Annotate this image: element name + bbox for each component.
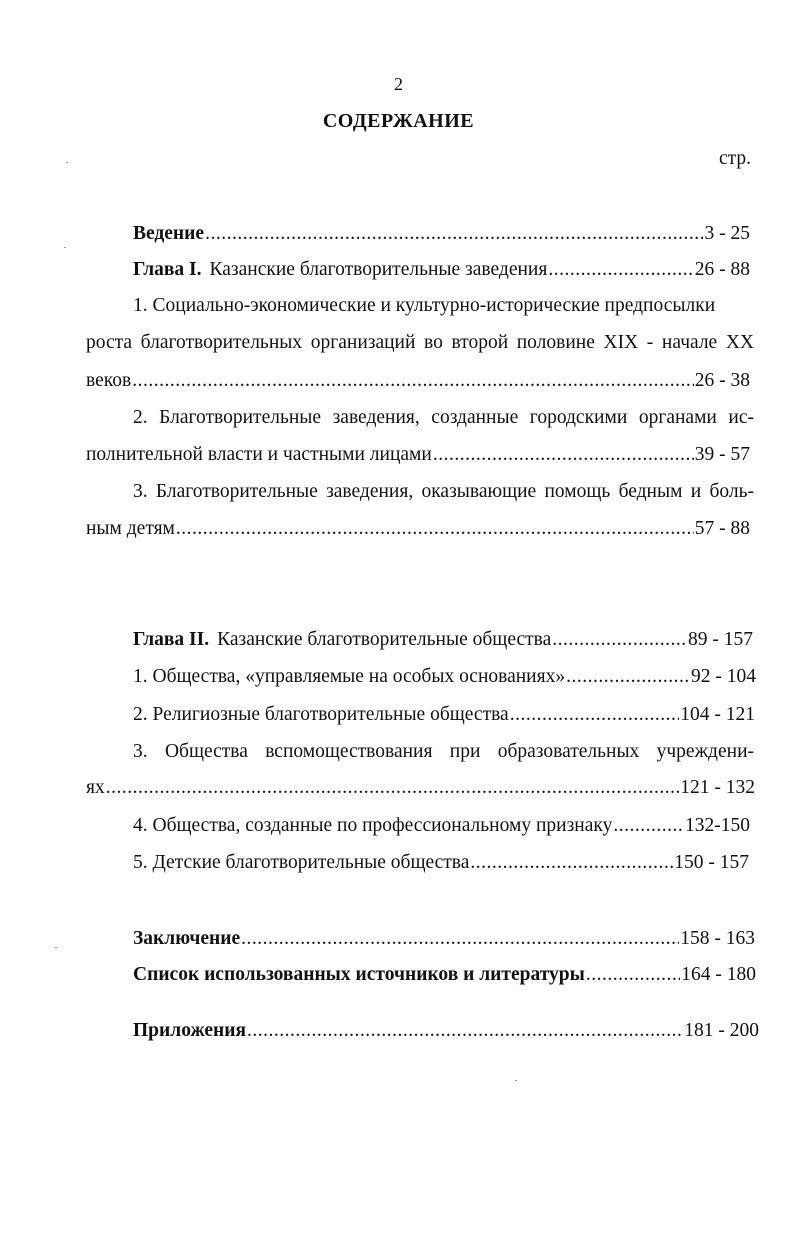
toc-entry-ch2-s4 [133,814,750,838]
toc-leader [247,1019,683,1043]
toc-pages: 150 - 157 [674,852,749,873]
toc-leader [176,517,694,541]
toc-entry-intro [133,222,750,246]
toc-leader [552,628,687,652]
toc-title: Казанские благотворительные заведения [209,259,548,280]
toc-pages: 57 - 88 [694,518,750,539]
toc-pages: 92 - 104 [691,666,756,687]
toc-label: 4. Общества, созданные по профессиональному признаку [133,815,613,836]
scan-speck [515,1080,517,1081]
toc-label: ным детям [86,518,175,539]
toc-entry-chapter1 [133,258,750,282]
toc-label: Заключение [133,928,241,949]
toc-leader [613,814,684,838]
toc-entry-ch2-s3 [86,776,755,800]
toc-entry-chapter2 [133,628,753,652]
toc-label: Приложения [133,1020,247,1041]
toc-label: 2. Религиозные благотворительные общества [133,704,509,725]
toc-pages: 164 - 180 [681,964,756,985]
toc-entry-appendix [133,1019,759,1043]
toc-entry-ch2-s2 [133,703,755,727]
toc-entry-ch1-s1 [86,369,750,393]
toc-title: Казанские благотворительные общества [217,629,552,650]
toc-pages: 26 - 88 [694,259,750,280]
toc-entry-ch2-s1 [133,665,756,689]
toc-label: Список использованных источников и литературы [133,964,585,985]
toc-ch2-s3-line1: 3. Общества вспомоществования при образовательных учреждени- [133,741,754,762]
toc-label: Ведение [133,223,205,244]
toc-entry-ch1-s3 [86,517,750,541]
page-column-label: стр. [719,148,752,169]
toc-pages: 158 - 163 [680,928,755,949]
toc-pages: 181 - 200 [684,1020,759,1041]
toc-leader [566,665,690,689]
toc-leader [586,963,680,987]
scan-speck [64,247,66,248]
toc-leader [510,703,680,727]
toc-label: 1. Общества, «управляемые на особых основаниях» [133,666,566,687]
toc-pages: 121 - 132 [680,777,755,798]
scan-speck [55,947,57,948]
toc-leader [205,222,703,246]
page-number: 2 [394,74,403,94]
toc-label: Глава I. [133,259,202,280]
toc-pages: 89 - 157 [688,629,753,650]
toc-leader [470,851,673,875]
toc-label: полнительной власти и частными лицами [86,444,432,465]
toc-entry-ch1-s2 [86,443,750,467]
toc-ch1-s1-line2: роста благотворительных организаций во второй половине XIX - начале XX [86,332,754,353]
toc-pages: 39 - 57 [694,444,750,465]
toc-entry-conclusion [133,927,755,951]
toc-pages: 3 - 25 [704,223,750,244]
toc-ch1-s3-line1: 3. Благотворительные заведения, оказывающие помощь бедным и боль- [133,481,754,502]
toc-pages: 26 - 38 [694,370,750,391]
toc-label: веков [86,370,132,391]
scan-speck [66,162,68,163]
toc-entry-ch2-s5 [133,851,749,875]
toc-leader [241,927,679,951]
toc-pages: 104 - 121 [680,704,755,725]
toc-leader [132,369,694,393]
toc-label: ях [86,777,105,798]
toc-pages: 132-150 [685,815,750,836]
toc-leader [433,443,694,467]
toc-label: 5. Детские благотворительные общества [133,852,470,873]
toc-label: Глава II. [133,629,210,650]
toc-leader [548,258,693,282]
toc-leader [106,776,680,800]
page-title: СОДЕРЖАНИЕ [322,110,475,132]
toc-entry-sources [133,963,756,987]
toc-ch1-s1-line1: 1. Социально-экономические и культурно-исторические предпосылки [133,295,716,316]
toc-ch1-s2-line1: 2. Благотворительные заведения, созданные городскими органами ис- [133,407,754,428]
